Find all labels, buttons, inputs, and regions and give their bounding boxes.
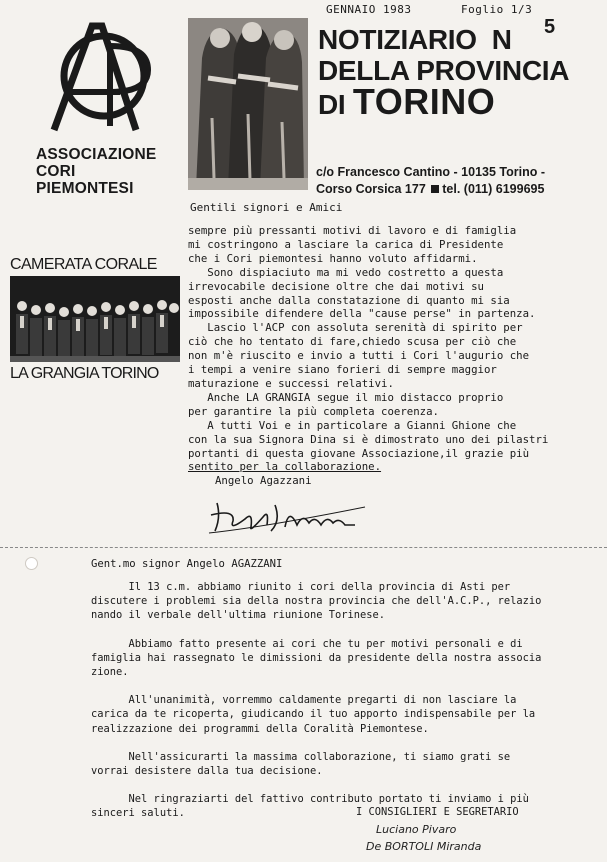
letter-line: che i Cori piemontesi hanno voluto affidarmi. bbox=[188, 251, 478, 265]
newsletter-title: NOTIZIARIO N DELLA PROVINCIA DI TORINO bbox=[318, 24, 570, 122]
signers-title: I CONSIGLIERI E SEGRETARIO bbox=[356, 806, 519, 818]
handwritten-signature bbox=[205, 497, 375, 537]
letter-line: i tempi a venire siano forieri di sempre maggior bbox=[188, 363, 497, 377]
letter-line: impossibile difendere della "cause perse" in partenza. bbox=[188, 307, 536, 321]
statue-image bbox=[188, 18, 308, 190]
reply-paragraph: Il 13 c.m. abbiamo riunito i cori della provincia di Asti per discutere i problemi sia della nostra provincia che dell'A.C.P., relazio nando il verbale dell'ultima riunione Torinese. bbox=[91, 581, 542, 622]
acp-logo bbox=[44, 18, 156, 138]
city-name: TORINO bbox=[352, 81, 496, 122]
letter-line: irrevocabile decisione oltre che dai motivi su bbox=[188, 279, 484, 293]
reply-paragraph: Nell'assicurarti la massima collaborazione, ti siamo grati se vorrai desistere dalla tua decisione. bbox=[91, 750, 511, 778]
letter-line: Anche LA GRANGIA segue il mio distacco proprio bbox=[188, 390, 504, 404]
letter-line: mi costringono a lasciare la carica di Presidente bbox=[188, 237, 504, 251]
reply-body bbox=[91, 580, 601, 835]
letter-line: portanti di questa giovane Associazione,il grazie più bbox=[188, 446, 530, 460]
camerata-title: CAMERATA CORALE bbox=[10, 256, 157, 273]
reply-paragraph: Abbiamo fatto presente ai cori che tu per motivi personali e di famiglia hai rassegnato le dimissioni da presidente della nostra associa zione. bbox=[91, 637, 542, 679]
letter-line: Sono dispiaciuto ma mi vedo costretto a questa bbox=[188, 265, 504, 279]
letter-line: sempre più pressanti motivi di lavoro e di famiglia bbox=[188, 224, 517, 237]
letter-line: sentito per la collaborazione. bbox=[188, 460, 382, 474]
letter-line: con la sua Signora Dina si è dimostrato uno dei pilastri bbox=[188, 432, 549, 446]
letter-line: per garantire la più completa coerenza. bbox=[188, 404, 439, 418]
reply-paragraph: Nel ringraziarti del fattivo contributo portato ti inviamo i più sinceri saluti. bbox=[91, 793, 529, 820]
reply-greeting: Gent.mo signor Angelo AGAZZANI bbox=[91, 558, 283, 570]
letter-body bbox=[188, 224, 593, 488]
signer-debortoli: De BORTOLI Miranda bbox=[366, 840, 482, 853]
page-divider bbox=[0, 547, 607, 548]
letter-line: non m'è riuscito e invio a tutti i Cori l'augurio che bbox=[188, 349, 530, 363]
letter-line: A tutti Voi e in particolare a Gianni Ghione che bbox=[188, 418, 517, 432]
sheet-number: Foglio 1/3 bbox=[461, 3, 533, 16]
camerata-subtitle: LA GRANGIA TORINO bbox=[10, 365, 159, 382]
punch-hole bbox=[25, 557, 38, 570]
letter-line: esposti anche dalla constatazione di quanto mi sia bbox=[188, 293, 510, 307]
letter-line: maturazione e successi relativi. bbox=[188, 376, 394, 390]
letter-line: Lascio l'ACP con assoluta serenità di spirito per bbox=[188, 321, 523, 335]
square-bullet-icon bbox=[431, 185, 439, 193]
sender-name: Angelo Agazzani bbox=[215, 474, 312, 488]
letter-line: ciò che ho tentato di fare,chiedo scusa per ciò che bbox=[188, 335, 517, 349]
choir-photo bbox=[10, 276, 180, 362]
letter-greeting: Gentili signori e Amici bbox=[190, 201, 343, 214]
issue-number: 5 bbox=[544, 16, 556, 38]
association-name: ASSOCIAZIONE CORI PIEMONTESI bbox=[36, 146, 157, 197]
reply-paragraph: All'unanimità, vorremmo caldamente pregarti di non lasciare la carica da te ricoperta, giudicando il tuo apporto indispensabile per la realizzazione dei programmi della Coralità Piemontese. bbox=[91, 694, 536, 735]
issue-date: GENNAIO 1983 bbox=[326, 3, 412, 16]
address: c/o Francesco Cantino - 10135 Torino - Corso Corsica 177 tel. (011) 6199695 bbox=[316, 165, 545, 196]
signer-luciano: Luciano Pivaro bbox=[376, 823, 457, 836]
